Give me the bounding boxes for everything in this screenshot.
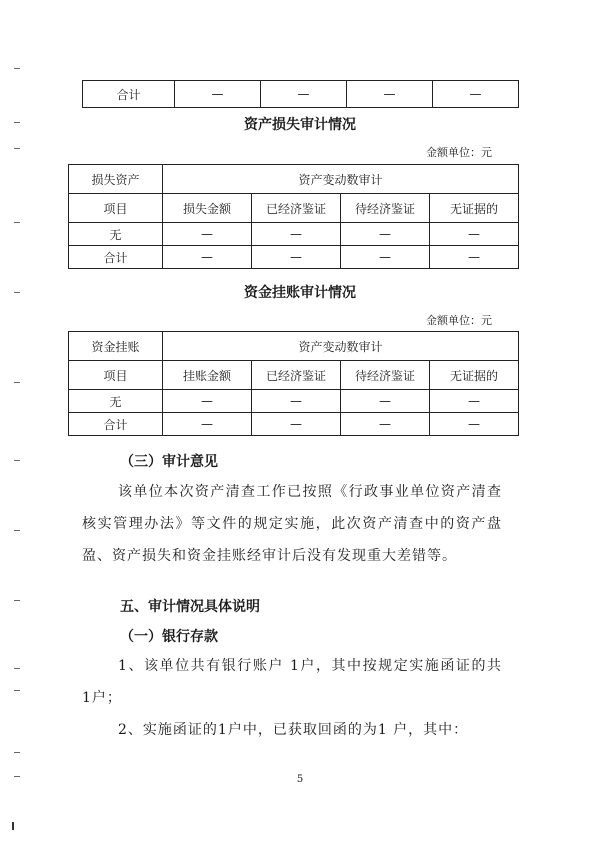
fund-suspense-table	[68, 331, 519, 436]
table-cell: —	[163, 246, 252, 269]
table-header-group: 资产变动数审计	[163, 165, 519, 194]
table-row	[69, 223, 519, 246]
table-header-cell: 待经济鉴证	[341, 194, 430, 223]
margin-mark	[14, 148, 20, 149]
table-header-group: 资产变动数审计	[163, 332, 519, 361]
table-cell: —	[347, 81, 433, 108]
margin-mark	[14, 690, 20, 691]
table-cell: —	[341, 223, 430, 246]
table-cell: —	[163, 390, 252, 413]
audit-opinion-heading: （三）审计意见	[120, 454, 218, 470]
table-cell: —	[430, 413, 519, 436]
table-header-cell: 资金挂账	[69, 332, 163, 361]
table-cell: —	[261, 81, 347, 108]
table-header-cell: 项目	[69, 361, 163, 390]
table-cell-label: 无	[69, 223, 163, 246]
table-cell: —	[341, 246, 430, 269]
audit-opinion-body: 该单位本次资产清查工作已按照《行政事业单位资产清查核实管理办法》等文件的规定实施，此次资产清查中的资产盘盈、资产损失和资金挂账经审计后没有发现重大差错等。	[82, 484, 502, 564]
table-cell-label: 合计	[69, 246, 163, 269]
table-cell-label: 合计	[83, 81, 175, 108]
table-header-cell: 无证据的	[430, 361, 519, 390]
margin-mark	[14, 68, 20, 69]
asset-loss-table	[68, 164, 519, 269]
table-cell-label: 无	[69, 390, 163, 413]
table-cell: —	[163, 413, 252, 436]
table-header-cell: 无证据的	[430, 194, 519, 223]
table-row	[69, 246, 519, 269]
table-header-cell: 损失金额	[163, 194, 252, 223]
section-title-asset-loss: 资产损失审计情况	[244, 117, 356, 133]
table-row	[69, 390, 519, 413]
unit-label: 金额单位：元	[426, 146, 492, 159]
table-header-cell: 损失资产	[69, 165, 163, 194]
table-header-cell: 已经济鉴证	[252, 361, 341, 390]
table-header-cell: 项目	[69, 194, 163, 223]
table-cell: —	[163, 223, 252, 246]
margin-mark	[14, 382, 20, 383]
table-cell-label: 合计	[69, 413, 163, 436]
table-cell: —	[433, 81, 519, 108]
section-five-heading: 五、审计情况具体说明	[120, 599, 260, 615]
margin-mark	[14, 668, 20, 669]
table-cell: —	[341, 413, 430, 436]
table-cell: —	[175, 81, 261, 108]
margin-mark	[12, 822, 14, 830]
table-cell: —	[430, 246, 519, 269]
margin-mark	[14, 222, 20, 223]
table-cell: —	[252, 246, 341, 269]
bank-account-item-2: 2、实施函证的1户中，已获取回函的为1 户，其中：	[118, 722, 469, 738]
unit-label: 金额单位：元	[426, 314, 492, 327]
page-number: 5	[296, 774, 304, 785]
table-cell: —	[252, 390, 341, 413]
margin-mark	[14, 752, 20, 753]
asset-table-total	[82, 80, 519, 108]
table-cell: —	[252, 413, 341, 436]
table-cell: —	[252, 223, 341, 246]
table-row	[69, 413, 519, 436]
margin-mark	[14, 460, 20, 461]
table-cell: —	[430, 390, 519, 413]
margin-mark	[14, 600, 20, 601]
section-title-fund-suspense: 资金挂账审计情况	[244, 285, 356, 301]
margin-mark	[14, 530, 20, 531]
bank-account-item-1: 1、该单位共有银行账户 1户，其中按规定实施函证的共 1户；	[82, 658, 502, 706]
table-cell: —	[430, 223, 519, 246]
table-cell: —	[341, 390, 430, 413]
table-header-cell: 挂账金额	[163, 361, 252, 390]
table-header-cell: 待经济鉴证	[341, 361, 430, 390]
bank-deposit-heading: （一）银行存款	[120, 629, 218, 645]
table-header-cell: 已经济鉴证	[252, 194, 341, 223]
